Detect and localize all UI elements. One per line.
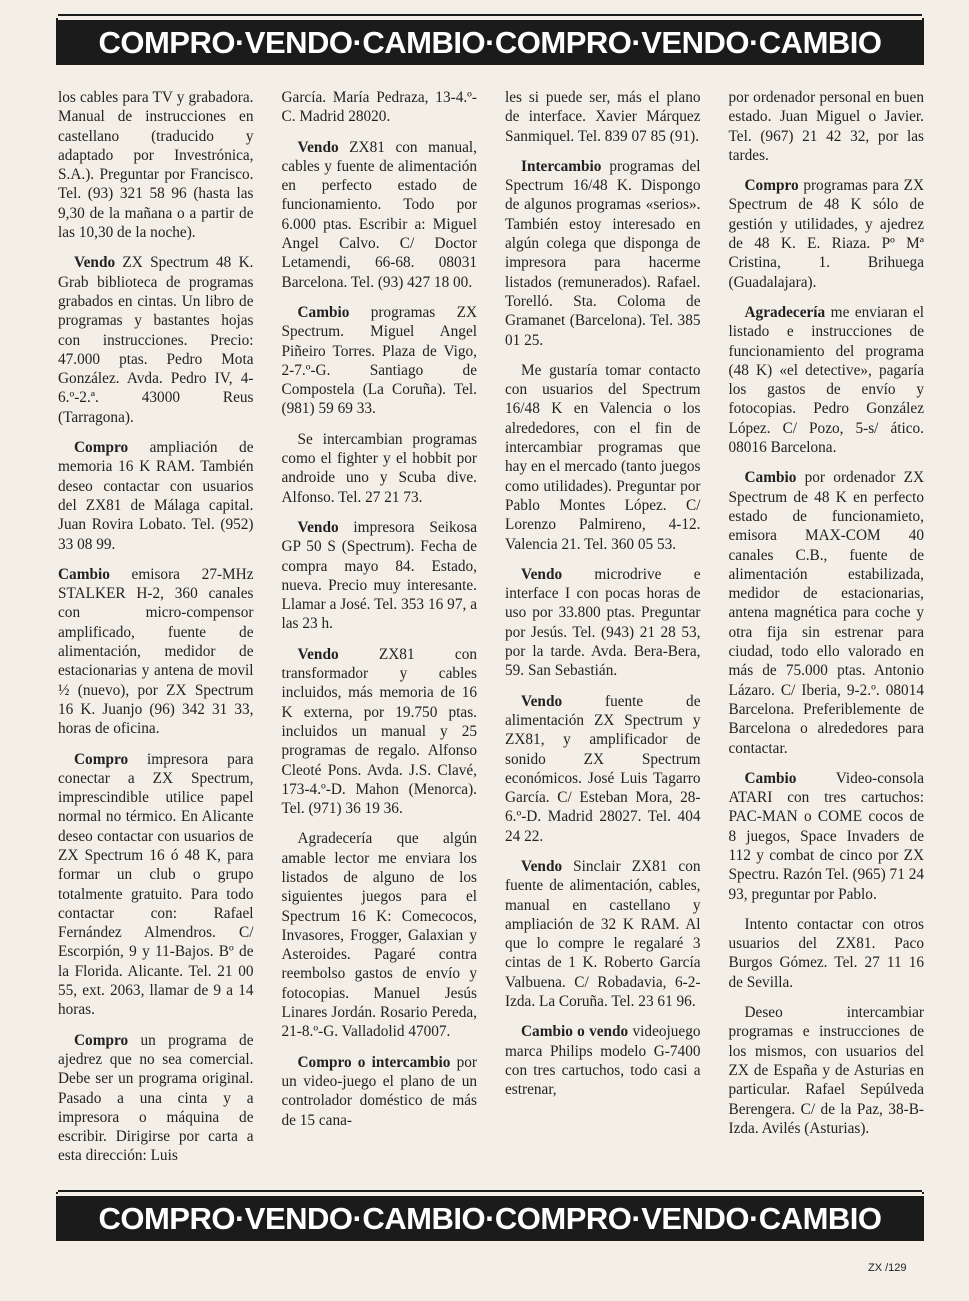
ad-text: Me gustaría tomar contacto con usuarios del Spectrum 16/48 K en Valencia o los alrededores, con el fin de intercambiar programas que hay en el mercado (tanto juegos como utilidades). Preguntar por Pablo Montes López. C/ Lorenzo Palmireno, 4-12. Valencia 21. Tel. 360 05 53. — [505, 361, 701, 553]
classified-ad — [282, 303, 478, 419]
ad-text: me enviaran el listado e instrucciones de funcionamiento del programa (48 K) «el detective», pagaría los gastos de envío y fotocopias. Pedro González López. C/ Pozo, 5-s/ ático. 08016 Barcelona. — [728, 303, 924, 457]
classified-ad — [282, 518, 478, 634]
ad-text: programas ZX Spectrum. Miguel Angel Piñeiro Torres. Plaza de Vigo, 2-7.º-G. Santiago de Compostela (La Coruña). Tel. (981) 59 69 33. — [281, 303, 477, 418]
column-4 — [729, 88, 925, 1178]
ad-text: ZX81 con manual, cables y fuente de alimentación en perfecto estado de funcionamiento. Todo por 6.000 ptas. Escribir a: Miguel Angel Calvo. C/ Doctor Letamendi, 66-68. 08031 Barcelona. Tel. (93) 427 18 00. — [281, 138, 477, 291]
classified-ad — [282, 829, 478, 1041]
ad-text: programas para ZX Spectrum de 48 K sólo de gestión y utilidades, y ajedrez de 48 K. E. Riaza. Pº Mª Cristina, 1. Brihuega (Guadalajara). — [728, 177, 924, 291]
ad-keyword: Intercambio — [521, 157, 602, 175]
ad-keyword: Cambio — [58, 565, 110, 583]
classified-ad — [282, 430, 478, 507]
ad-text: García. María Pedraza, 13-4.º-C. Madrid 28020. — [281, 89, 477, 126]
classifieds-columns — [58, 88, 924, 1178]
ad-text: Deseo intercambiar programas e instrucciones de los mismos, con usuarios del ZX de España y de Asturias en particular. Rafael Sepúlveda Berengera. C/ de la Paz, 38-B-Izda. Avilés (Asturias). — [728, 1004, 924, 1137]
classified-ad — [729, 915, 925, 992]
ad-text: Video-consola ATARI con tres cartuchos: PAC-MAN o COME cocos de 8 juegos, Space Invaders de 112 y combat de cinco por ZX Spectru. Razón Tel. (965) 71 24 93, preguntar por Pablo. — [728, 769, 924, 903]
ad-keyword: Agradecería — [744, 303, 826, 321]
ad-keyword: Compro — [744, 177, 799, 195]
ad-text: Intento contactar con otros usuarios del ZX81. Paco Burgos Gómez. Tel. 27 11 16 de Sevilla. — [728, 915, 924, 991]
ad-text: por ordenador personal en buen estado. Juan Miguel o Javier. Tel. (967) 21 42 32, por las tardes. — [728, 89, 924, 164]
classified-ad — [729, 176, 925, 292]
classified-ad — [729, 303, 925, 457]
classified-ad — [58, 565, 254, 739]
ad-keyword: Vendo — [297, 138, 339, 156]
ad-keyword: Vendo — [521, 565, 563, 583]
ad-keyword: Compro — [74, 750, 129, 768]
classified-ad — [282, 88, 478, 127]
classified-ad — [505, 361, 701, 554]
classified-ad — [505, 857, 701, 1011]
ad-text: fuente de alimentación ZX Spectrum y ZX81, y amplificador de sonido ZX Spectrum económicos. José Luis Tagarro García. C/ Esteban Mora, 28-6.º-D. Madrid 28027. Tel. 404 24 22. — [505, 692, 701, 845]
bottom-rule — [56, 1192, 924, 1194]
ad-keyword: Cambio — [297, 303, 350, 321]
ad-keyword: Cambio — [744, 469, 797, 487]
classified-ad — [282, 645, 478, 819]
classified-ad — [505, 88, 701, 146]
classified-ad — [505, 157, 701, 350]
classified-ad — [58, 88, 254, 242]
classified-ad — [729, 1003, 925, 1138]
ad-text: ZX81 con transformador y cables incluidos, más memoria de 16 K externa, por 19.750 ptas. incluidos un manual y 25 programas de regalo. Alfonso Cleoté Pons. Avda. J.S. Clavé, 173-4.º-D. Mahon (Menorca). Tel. (971) 36 19 36. — [281, 645, 477, 818]
ad-keyword: Vendo — [74, 254, 116, 272]
classified-ad — [505, 565, 701, 681]
ad-text: impresora Seikosa GP 50 S (Spectrum). Fecha de compra mayo 84. Estado, nueva. Precio muy interesante. Llamar a José. Tel. 353 16 97, a las 23 h. — [281, 518, 477, 633]
classified-ad — [58, 750, 254, 1020]
ad-text: programas del Spectrum 16/48 K. Dispongo de algunos programas «serios». También estoy interesado en algún colega que disponga de impresora para hacerme listados (remunerados). Rafael. Torelló. Sta. Coloma de Gramanet (Barcelona). Tel. 385 01 25. — [505, 157, 701, 349]
header-banner: COMPRO·VENDO·CAMBIO·COMPRO·VENDO·CAMBIO — [56, 20, 924, 65]
classified-ad — [729, 468, 925, 757]
ad-text: Agradecería que algún amable lector me enviara los listados de alguno de los siguientes juegos para el Spectrum 16 K: Comecocos, Invasores, Frogger, Galaxian y Asteroides. Pagaré contra reembolso gastos de envío y fotocopias. Manuel Jesús Linares Jordán. Rosario Pereda, 21-8.º-G. Valladolid 47007. — [281, 830, 477, 1041]
footer-banner: COMPRO·VENDO·CAMBIO·COMPRO·VENDO·CAMBIO — [56, 1196, 924, 1241]
classified-ad — [58, 438, 254, 554]
column-3 — [505, 88, 701, 1178]
ad-keyword: Vendo — [297, 518, 339, 536]
ad-text: impresora para conectar a ZX Spectrum, imprescindible utilice papel normal no térmico. En Alicante deseo contactar con usuarios de ZX Spectrum 16 ó 48 K, para formar un club o grupo totalmente gratuito. Para todo contactar con: Rafael Fernández Almendros. C/ Escorpión, 9 y 11-Bajos. Bº de la Florida. Alicante. Tel. 21 00 55, ext. 2063, llamar de 9 a 14 horas. — [58, 750, 254, 1019]
ad-text: por un video-juego el plano de un controlador doméstico de más de 15 cana- — [281, 1053, 477, 1129]
ad-text: ampliación de memoria 16 K RAM. También deseo contactar con usuarios del ZX81 de Málaga capital. Juan Rovira Lobato. Tel. (952) 33 08 99. — [58, 439, 254, 553]
ad-keyword: Vendo — [521, 692, 563, 710]
page-number: ZX /129 — [868, 1262, 907, 1274]
ad-text: Sinclair ZX81 con fuente de alimentación, cables, manual en castellano y ampliación de 32 K RAM. Al que lo compre le regalaré 3 cintas de 1 K. Roberto García Valbuena. C/ Robadavia, 6-2-Izda. La Coruña. Tel. 23 61 96. — [505, 857, 701, 1011]
ad-text: ZX Spectrum 48 K. Grab biblioteca de programas grabados en cintas. Un libro de programas y bastantes hojas con instrucciones. Precio: 47.000 ptas. Pedro Mota González. Avda. Pedro IV, 4-6.º-2.ª. 43000 Reus (Tarragona). — [58, 254, 254, 426]
ad-text: emisora 27-MHz STALKER H-2, 360 canales con micro-compensor amplificado, fuente de alimentación, medidor de estacionarias y antena de movil ½ (nuevo), por ZX Spectrum 16 K. Juanjo (96) 342 31 33, horas de oficina. — [58, 565, 254, 738]
ad-keyword: Vendo — [521, 857, 563, 875]
classified-ad — [729, 88, 925, 165]
ad-text: Se intercambian programas como el fighter y el hobbit por androide uno y Scuba dive. Alfonso. Tel. 27 21 73. — [281, 430, 477, 506]
ad-text: videojuego marca Philips modelo G-7400 con tres cartuchos, todo casi a estrenar, — [505, 1023, 701, 1099]
ad-text: un programa de ajedrez que no sea comercial. Debe ser un programa original. Pasado a una cinta y a impresora o máquina de escribir. Dirigirse por carta a esta dirección: Luis — [58, 1031, 254, 1165]
ad-keyword: Vendo — [297, 645, 339, 663]
ad-keyword: Compro o intercambio — [297, 1053, 451, 1071]
column-1 — [58, 88, 254, 1178]
classified-ad — [505, 1022, 701, 1099]
classified-ad — [58, 253, 254, 427]
classified-ad — [282, 138, 478, 292]
ad-keyword: Cambio — [744, 769, 797, 787]
ad-keyword: Compro — [74, 1031, 129, 1049]
column-2 — [282, 88, 478, 1178]
ad-keyword: Compro — [74, 439, 129, 457]
classified-ad — [282, 1053, 478, 1130]
ad-text: microdrive e interface I con pocas horas de uso por 33.800 ptas. Preguntar por Jesús. Tel. (943) 21 28 53, por la tarde. Avda. Bera-Bera, 59. San Sebastián. — [505, 565, 701, 680]
ad-keyword: Cambio o vendo — [521, 1023, 629, 1041]
ad-text: les si puede ser, más el plano de interface. Xavier Márquez Sanmiquel. Tel. 839 07 85 (91). — [505, 89, 701, 145]
classified-ad — [58, 1031, 254, 1166]
ad-text: por ordenador ZX Spectrum de 48 K en perfecto estado de funcionamieto, emisora MAX-COM 40 canales C.B., fuente de alimentación estabilizada, medidor de estacionarias, antena magnética para coche y otra fija sin estrenar para ciudad, todo ello valorado en más de 75.000 ptas. Antonio Lázaro. C/ Iberia, 9-2.º. 08014 Barcelona. Preferiblemente de Barcelona o alrededores para contactar. — [728, 469, 924, 757]
ad-text: los cables para TV y grabadora. Manual de instrucciones en castellano (traducido y adaptado por Investrónica, S.A.). Preguntar por Francisco. Tel. (93) 321 58 96 (hasta las 9,30 de la mañana o a partir de las 10,30 de la noche). — [58, 89, 254, 242]
classified-ad — [505, 692, 701, 846]
classified-ad — [729, 769, 925, 904]
